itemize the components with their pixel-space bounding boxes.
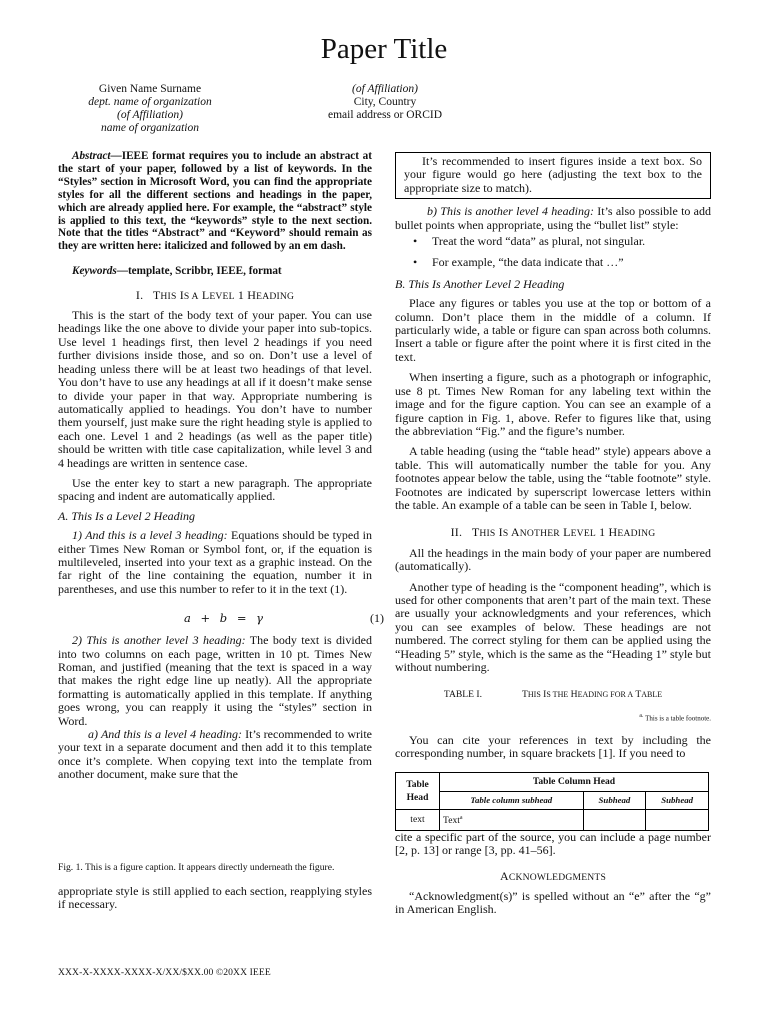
level-3-heading: 2) This is another level 3 heading: xyxy=(72,633,246,648)
table-subhead: Subhead xyxy=(646,791,709,809)
keywords xyxy=(58,265,372,278)
acknowledgments-heading: ACKNOWLEDGMENTS xyxy=(499,868,606,883)
author-block-2 xyxy=(270,83,500,122)
level-3-heading: 1) And this is a level 3 heading: xyxy=(72,528,228,543)
table-footnote: $^{a.}$ This is a table footnote. xyxy=(639,712,711,723)
paragraph: cite a specific part of the source, you can include a page number [2, p. 13] or range [3, pp. 41–56]. xyxy=(395,829,711,858)
page-footer: XXX-X-XXXX-XXXX-X/XX/$XX.00 ©20XX IEEE xyxy=(58,967,271,978)
section-2-heading: II. THIS IS ANOTHER LEVEL 1 HEADING xyxy=(450,525,656,540)
keywords-label: Keywords xyxy=(72,265,117,278)
paragraph: 1) And this is a level 3 heading: Equations should be typed in either Times New Roman or Symbol font, or, if the equation is multileveled, inserted into your text as a graphic instead. On the far right of the line containing the equation, number it in parentheses, and use this number to refer to it in the text (1). xyxy=(58,528,372,596)
list-item: • For example, “the data indicate that …” xyxy=(413,255,624,270)
keywords-text: —template, Scribbr, IEEE, format xyxy=(116,265,282,278)
author-affiliation: (of Affiliation) xyxy=(117,109,183,121)
paragraph: You can cite your references in text by including the corresponding number, in square brackets [1]. If you need to xyxy=(395,732,711,760)
paragraph: 2) This is another level 3 heading: The body text is divided into two columns on each page, written in 10 pt. Times New Roman, and justified (meaning that the text is spaced in a way that makes the right edge line up neatly). All the appropriate formatting is automatically applied in this template. If anything goes wrong, you can reapply it using the “styles” section in Word. xyxy=(58,633,373,728)
paragraph: When inserting a figure, such as a photograph or infographic, use 8 pt. Times New Roman for any labeling text within the image and for the figure caption. You can see an example of a figure caption in Fig. 1, above. Refer to figures like that, using the abbreviation “Fig.” and the figure’s number. xyxy=(395,370,711,438)
abstract-label: Abstract xyxy=(72,150,111,162)
table-head-cell: Table Head xyxy=(396,773,440,810)
text-box-content: It’s recommended to insert figures inside a text box. So your figure would go here (adjusting the text box to the appropriate size to match). xyxy=(404,154,702,195)
paragraph: a) And this is a level 4 heading: It’s recommended to write your text in a separate document and then add it to this template once it’s complete. When copying text into the template from another document, make sure that the xyxy=(58,727,372,782)
paragraph: “Acknowledgment(s)” is spelled without an “e” after the “g” in American English. xyxy=(395,888,711,917)
bullet-list xyxy=(395,235,711,270)
paragraph: A table heading (using the “table head” style) appears above a table. This will automatically number the table for you. Any footnotes appear below the table, using the “table footnote” style. Footnotes are indicated by superscript lowercase letters within the table. An example of a table can be seen in Table I, below. xyxy=(395,444,711,512)
bullet-icon: • xyxy=(413,255,418,270)
abstract xyxy=(58,150,372,253)
equation xyxy=(58,602,384,634)
equation-number: (1) xyxy=(370,611,384,626)
table-column-head: Table Column Head xyxy=(440,773,709,791)
paragraph: Use the enter key to start a new paragraph. The appropriate spacing and indent are automatically applied. xyxy=(58,475,372,504)
table-subhead: Subhead xyxy=(583,791,646,809)
paragraph: Another type of heading is the “component heading”, which is used for other components that aren’t part of the main text. These are usually your acknowledgments and your references, which you can see examples of below. These headings are not numbered. The correct styling for them can be applied using the “Heading 5” style, which is the same as the “Heading 1” style but without numbering. xyxy=(395,579,711,674)
table-cell: text xyxy=(396,810,440,831)
paper-title: Paper Title xyxy=(320,33,448,65)
equation-body: a + b = γ xyxy=(184,611,266,626)
abstract-text: —IEEE format requires you to include an abstract at the start of your paper, followed by a list of keywords. In the “Styles” section in Microsoft Word, you can find the appropriate styles for all the different sections and headings in the paper, which are already applied here. For example, the “abstract” style is applied to this text, the “keywords” style to the next section. Note that the titles “Abstract” and “Keyword” should remain as they are written here: italicized and followed by an em dash. xyxy=(58,150,372,253)
left-column-continued xyxy=(58,885,372,912)
author-name: Given Name Surname xyxy=(98,83,202,95)
left-column xyxy=(58,150,384,782)
author-org: name of organization xyxy=(101,122,199,134)
section-1b-heading: B. This Is Another Level 2 Heading xyxy=(395,276,565,291)
paragraph: This is the start of the body text of your paper. You can use headings like the one above to divide your paper into sub-topics. Use level 1 headings first, then level 2 headings if you need further divisions inside those, and so on. Don’t use a level of heading unless there will be at least two headings of that level. You don’t have to use any headings at all if it doesn’t make sense to divide your paper in that way. Appropriate numbering is automatically applied to headings. You don’t have to number them yourself, just make sure the right heading style is applied to each one. Level 1 and 2 headings (as well as the paper title) should be written with title case capitalization, while level 3 and 4 headings are written in sentence case. xyxy=(58,308,372,470)
author-email: email address or ORCID xyxy=(327,109,443,121)
level-4-heading: a) And this is a level 4 heading: xyxy=(88,727,242,742)
table-subhead: Table column subhead xyxy=(440,791,584,809)
table-cell xyxy=(583,810,646,831)
bullet-icon: • xyxy=(413,234,418,249)
table-number: TABLE I. xyxy=(443,689,482,701)
paragraph: Place any figures or tables you use at the top or bottom of a column. Don’t place them in the middle of a column. If particularly wide, a table or figure can span across both columns. Insert a table or figure after the point where it is first cited in the text. xyxy=(395,296,711,364)
list-item: • Treat the word “data” as plural, not singular. xyxy=(413,234,646,249)
data-table xyxy=(395,772,709,830)
right-column xyxy=(395,152,711,917)
table-heading: TABLE I. THIS IS THE HEADING FOR A TABLE xyxy=(443,689,663,701)
table-cell: Text$^a$ xyxy=(440,810,584,831)
author-block-1 xyxy=(40,83,260,135)
author-dept: dept. name of organization xyxy=(88,96,212,108)
figure-text-box xyxy=(395,152,711,199)
table-cell xyxy=(646,810,709,831)
paragraph: All the headings in the main body of your paper are numbered (automatically). xyxy=(395,545,711,574)
section-1a-heading: A. This Is a Level 2 Heading xyxy=(58,508,195,523)
section-1-heading: I. THIS IS A LEVEL 1 HEADING xyxy=(135,287,295,302)
figure-caption: Fig. 1. This is a figure caption. It appears directly underneath the figure. xyxy=(58,862,335,873)
level-4-heading: b) This is another level 4 heading: xyxy=(427,204,594,219)
author-city: City, Country xyxy=(353,96,417,108)
paragraph: appropriate style is still applied to each section, reapplying styles if necessary. xyxy=(58,884,372,912)
author-affiliation: (of Affiliation) xyxy=(352,83,418,95)
paragraph: b) This is another level 4 heading: It’s also possible to add bullet points when appropriate, using the “bullet list” style: xyxy=(395,204,711,232)
